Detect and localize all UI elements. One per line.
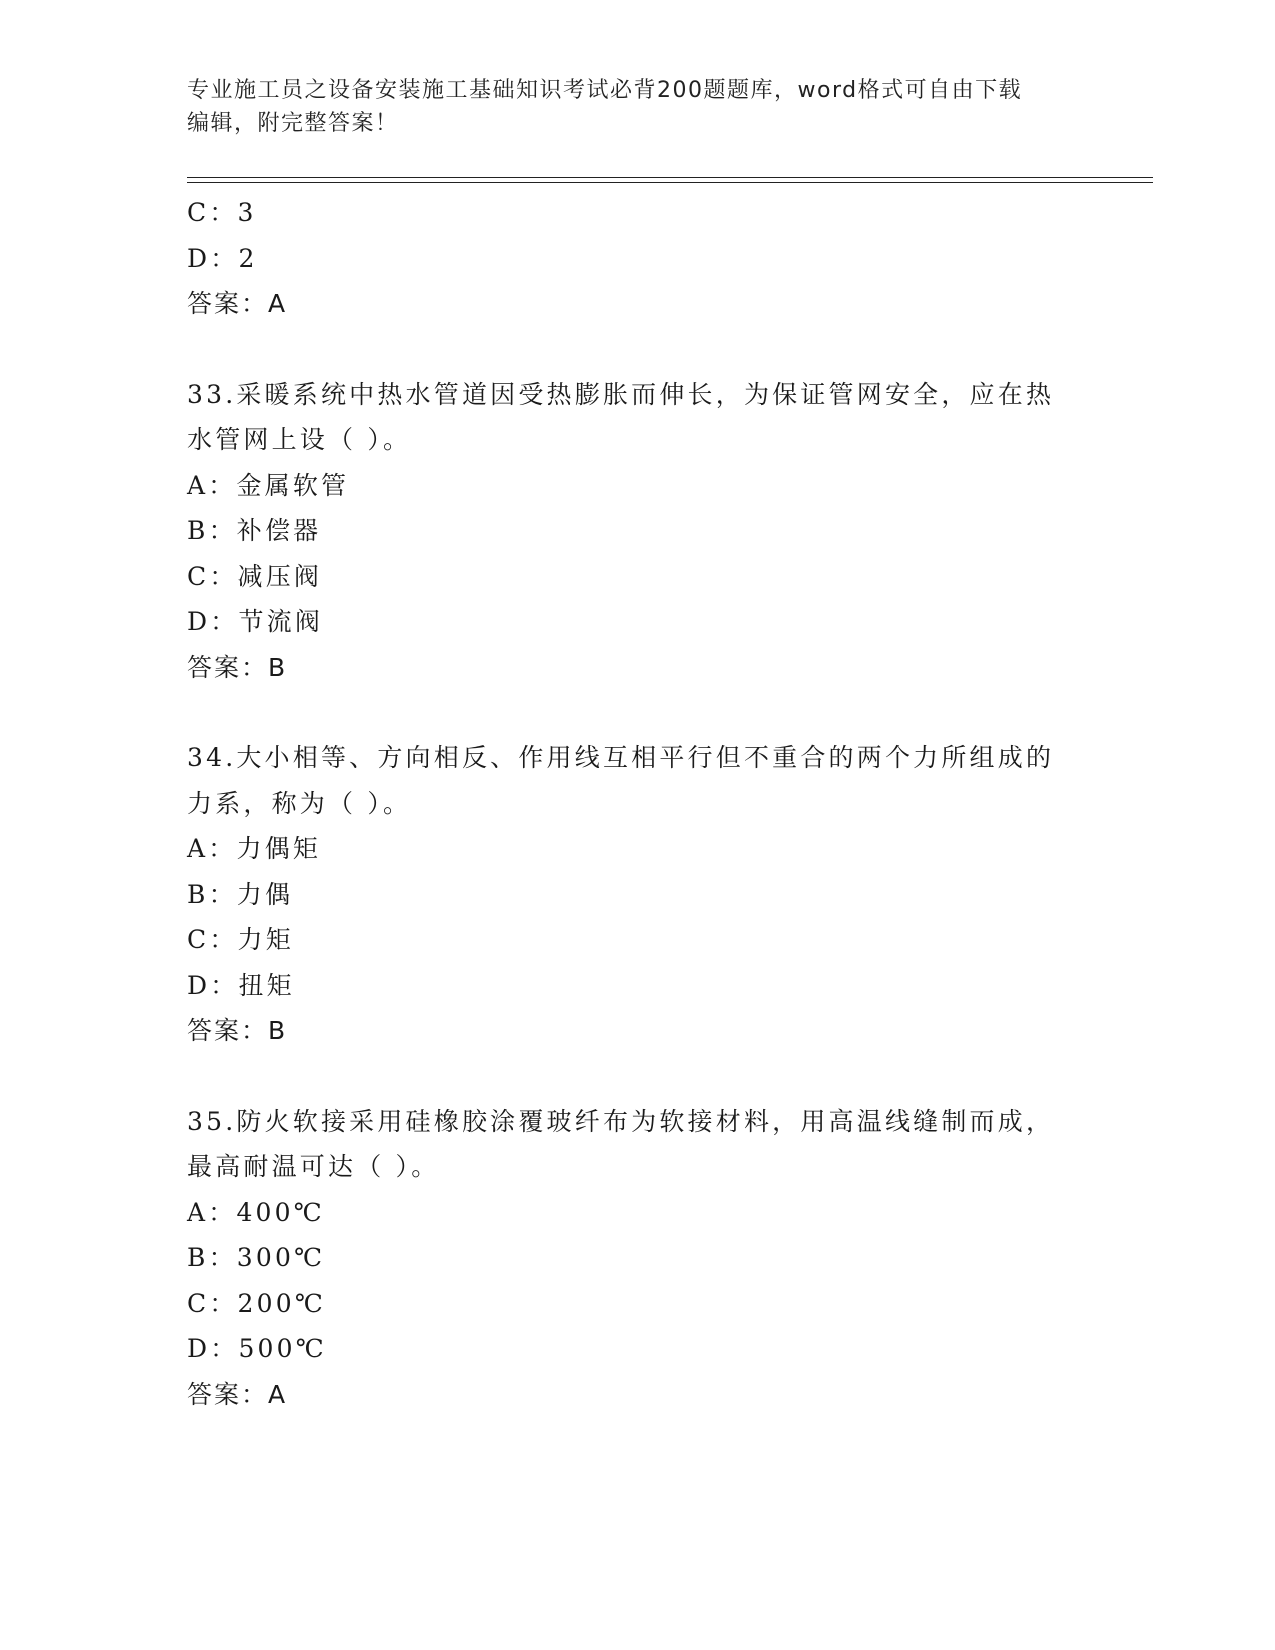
- option-d: D：2: [187, 243, 258, 273]
- question-content: [187, 190, 1087, 1417]
- question-block-35: [187, 1099, 1087, 1418]
- question-text-line: 34.大小相等、方向相反、作用线互相平行但不重合的两个力所组成的: [187, 743, 1055, 772]
- header-divider-bottom: [187, 182, 1153, 183]
- question-text-line: 33.采暖系统中热水管道因受热膨胀而伸长，为保证管网安全，应在热: [187, 379, 1055, 409]
- spacer: [187, 327, 1087, 372]
- option-c: C：力矩: [187, 925, 294, 954]
- option-c: C：3: [187, 198, 257, 227]
- option-a: A：400℃: [187, 1197, 325, 1227]
- header-title-line-1: 专业施工员之设备安装施工基础知识考试必背200题题库，word格式可自由下载: [187, 78, 1023, 103]
- option-c: C：减压阀: [187, 561, 323, 591]
- header-divider-top: [187, 177, 1153, 178]
- spacer: [187, 1054, 1087, 1099]
- option-a: A：金属软管: [187, 470, 350, 500]
- option-c: C：200℃: [187, 1288, 327, 1318]
- option-a: A：力偶矩: [187, 834, 322, 863]
- answer-line: 答案：A: [187, 289, 288, 318]
- document-header: [187, 74, 1087, 140]
- question-block-33: [187, 372, 1087, 691]
- answer-line: 答案：A: [187, 1379, 288, 1409]
- question-text-line: 力系，称为（ ）。: [187, 788, 412, 818]
- answer-line: 答案：B: [187, 652, 288, 682]
- option-d: D：500℃: [187, 1334, 327, 1363]
- option-b: B：力偶: [187, 879, 294, 909]
- option-b: B：补偿器: [187, 516, 322, 545]
- spacer: [187, 690, 1087, 735]
- option-d: D：扭矩: [187, 970, 295, 1000]
- question-text-line: 35.防火软接采用硅橡胶涂覆玻纤布为软接材料，用高温线缝制而成，: [187, 1106, 1055, 1136]
- question-text-line: 水管网上设（ ）。: [187, 425, 412, 454]
- option-b: B：300℃: [187, 1243, 326, 1272]
- option-d: D：节流阀: [187, 607, 324, 636]
- answer-line: 答案：B: [187, 1016, 288, 1045]
- header-title-line-2: 编辑，附完整答案！: [187, 111, 399, 136]
- question-text-line: 最高耐温可达（ ）。: [187, 1152, 440, 1181]
- question-block-34: [187, 735, 1087, 1054]
